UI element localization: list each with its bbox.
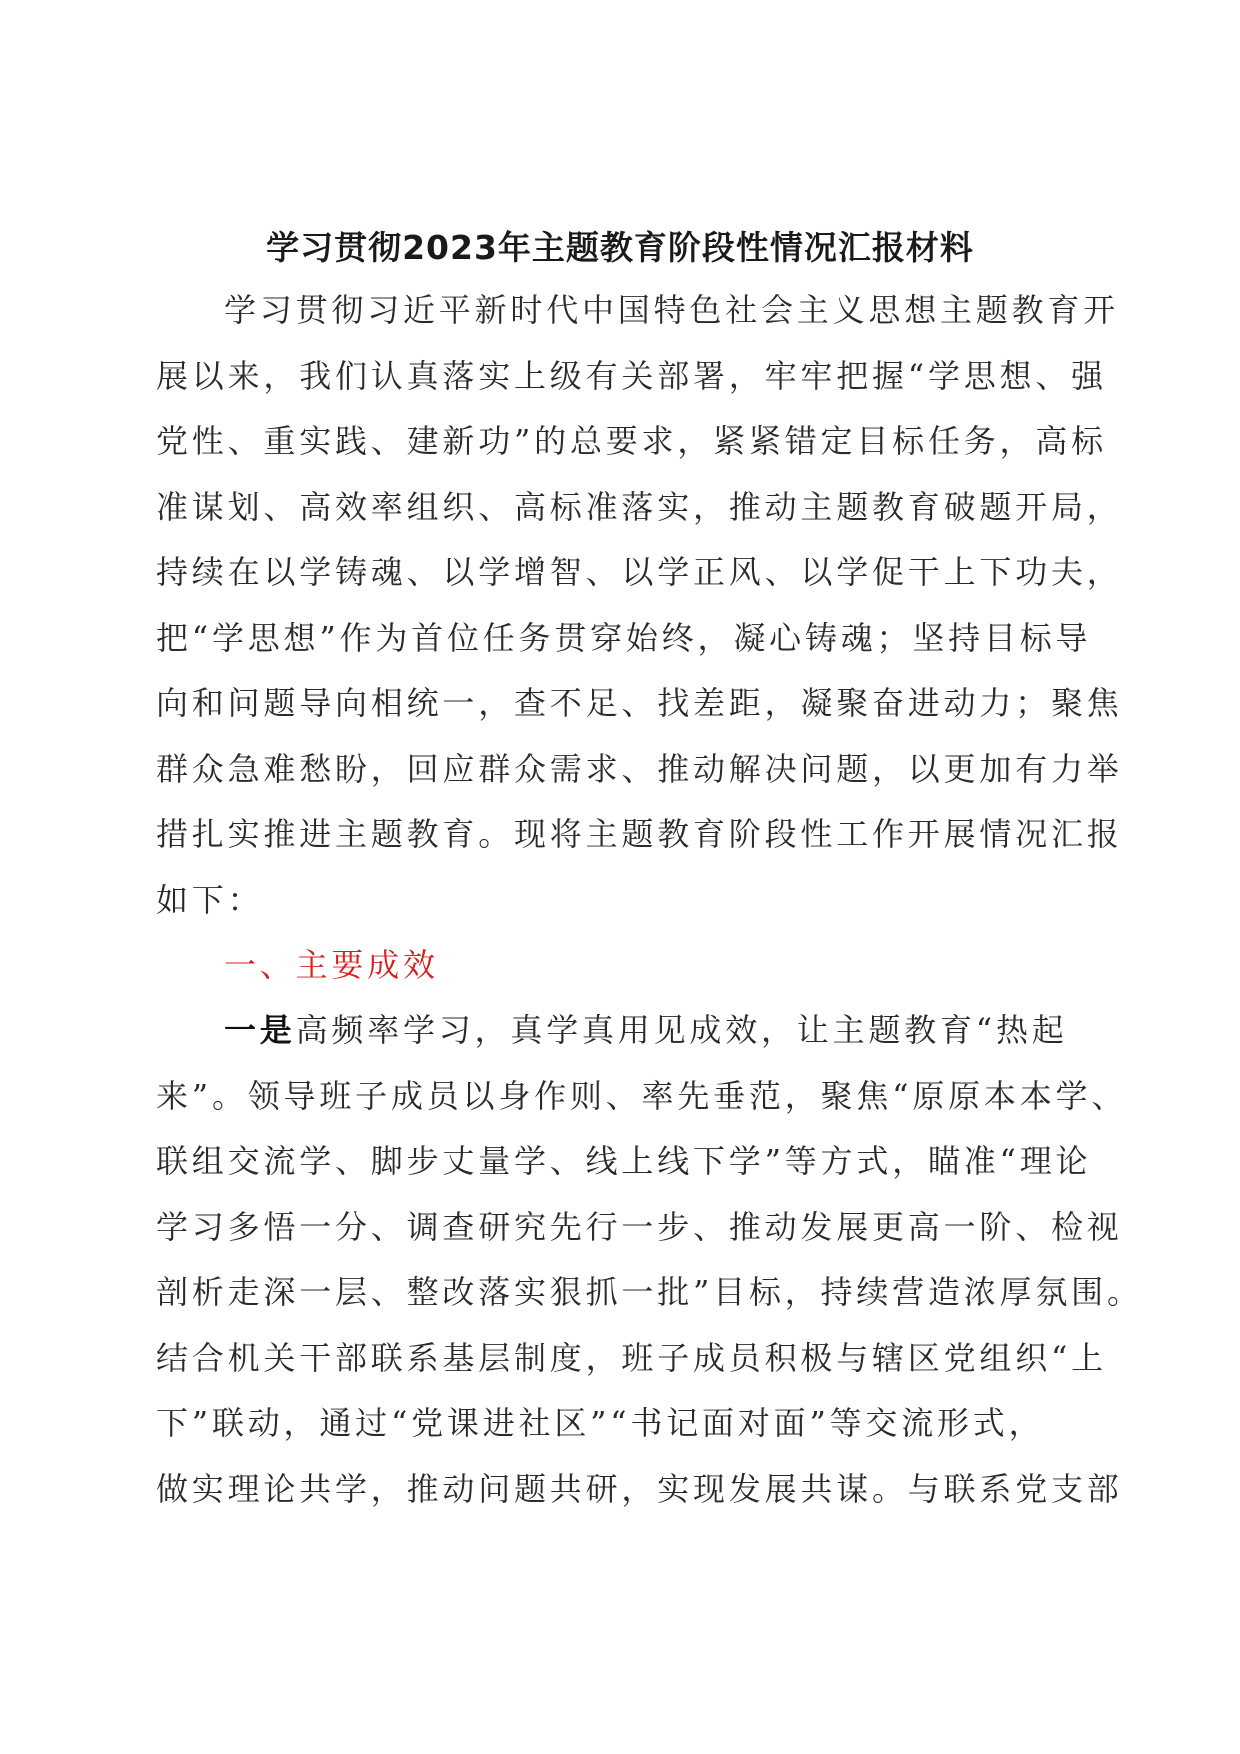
paragraph-line: 把“学思想”作为首位任务贯穿始终，凝心铸魂；坚持目标导	[156, 618, 1092, 657]
point-one-paragraph	[156, 998, 1143, 1522]
paragraph-line: 准谋划、高效率组织、高标准落实，推动主题教育破题开局，	[156, 487, 1123, 526]
paragraph-line: 学习多悟一分、调查研究先行一步、推动发展更高一阶、检视	[156, 1207, 1123, 1246]
point-lead: 一是	[224, 1011, 296, 1049]
paragraph-line: 剖析走深一层、整改落实狠抓一批”目标，持续营造浓厚氛围。	[156, 1273, 1143, 1311]
paragraph-line: 措扎实推进主题教育。现将主题教育阶段性工作开展情况汇报	[156, 815, 1123, 853]
paragraph-line: 做实理论共学，推动问题共研，实现发展共谋。与联系党支部	[156, 1469, 1123, 1508]
section-heading-block	[156, 933, 1086, 999]
paragraph-line: 党性、重实践、建新功”的总要求，紧紧错定目标任务，高标	[156, 422, 1107, 460]
document-title: 学习贯彻2023年主题教育阶段性情况汇报材料	[266, 228, 974, 267]
paragraph-line: 来”。领导班子成员以身作则、率先垂范，聚焦“原原本本学、	[156, 1076, 1128, 1115]
section-heading: 一、主要成效	[224, 946, 439, 984]
intro-paragraph	[156, 278, 1123, 933]
point-first-line: 高频率学习，真学真用见成效，让主题教育“热起	[295, 1011, 1068, 1049]
paragraph-line	[156, 998, 1086, 1064]
paragraph-line: 展以来，我们认真落实上级有关部署，牢牢把握“学思想、强	[156, 356, 1107, 395]
paragraph-line: 下”联动，通过“党课进社区”“书记面对面”等交流形式，	[156, 1404, 1045, 1442]
paragraph-line: 持续在以学铸魂、以学增智、以学正风、以学促干上下功夫，	[156, 553, 1123, 591]
paragraph-line: 联组交流学、脚步丈量学、线上线下学”等方式，瞄准“理论	[156, 1142, 1092, 1180]
paragraph-line: 学习贯彻习近平新时代中国特色社会主义思想主题教育开	[224, 291, 1120, 329]
paragraph-line: 向和问题导向相统一，查不足、找差距，凝聚奋进动力；聚焦	[156, 684, 1123, 722]
paragraph-line: 群众急难愁盼，回应群众需求、推动解决问题，以更加有力举	[156, 749, 1123, 788]
paragraph-line: 结合机关干部联系基层制度，班子成员积极与辖区党组织“上	[156, 1338, 1107, 1377]
paragraph-line: 如下：	[156, 880, 264, 919]
